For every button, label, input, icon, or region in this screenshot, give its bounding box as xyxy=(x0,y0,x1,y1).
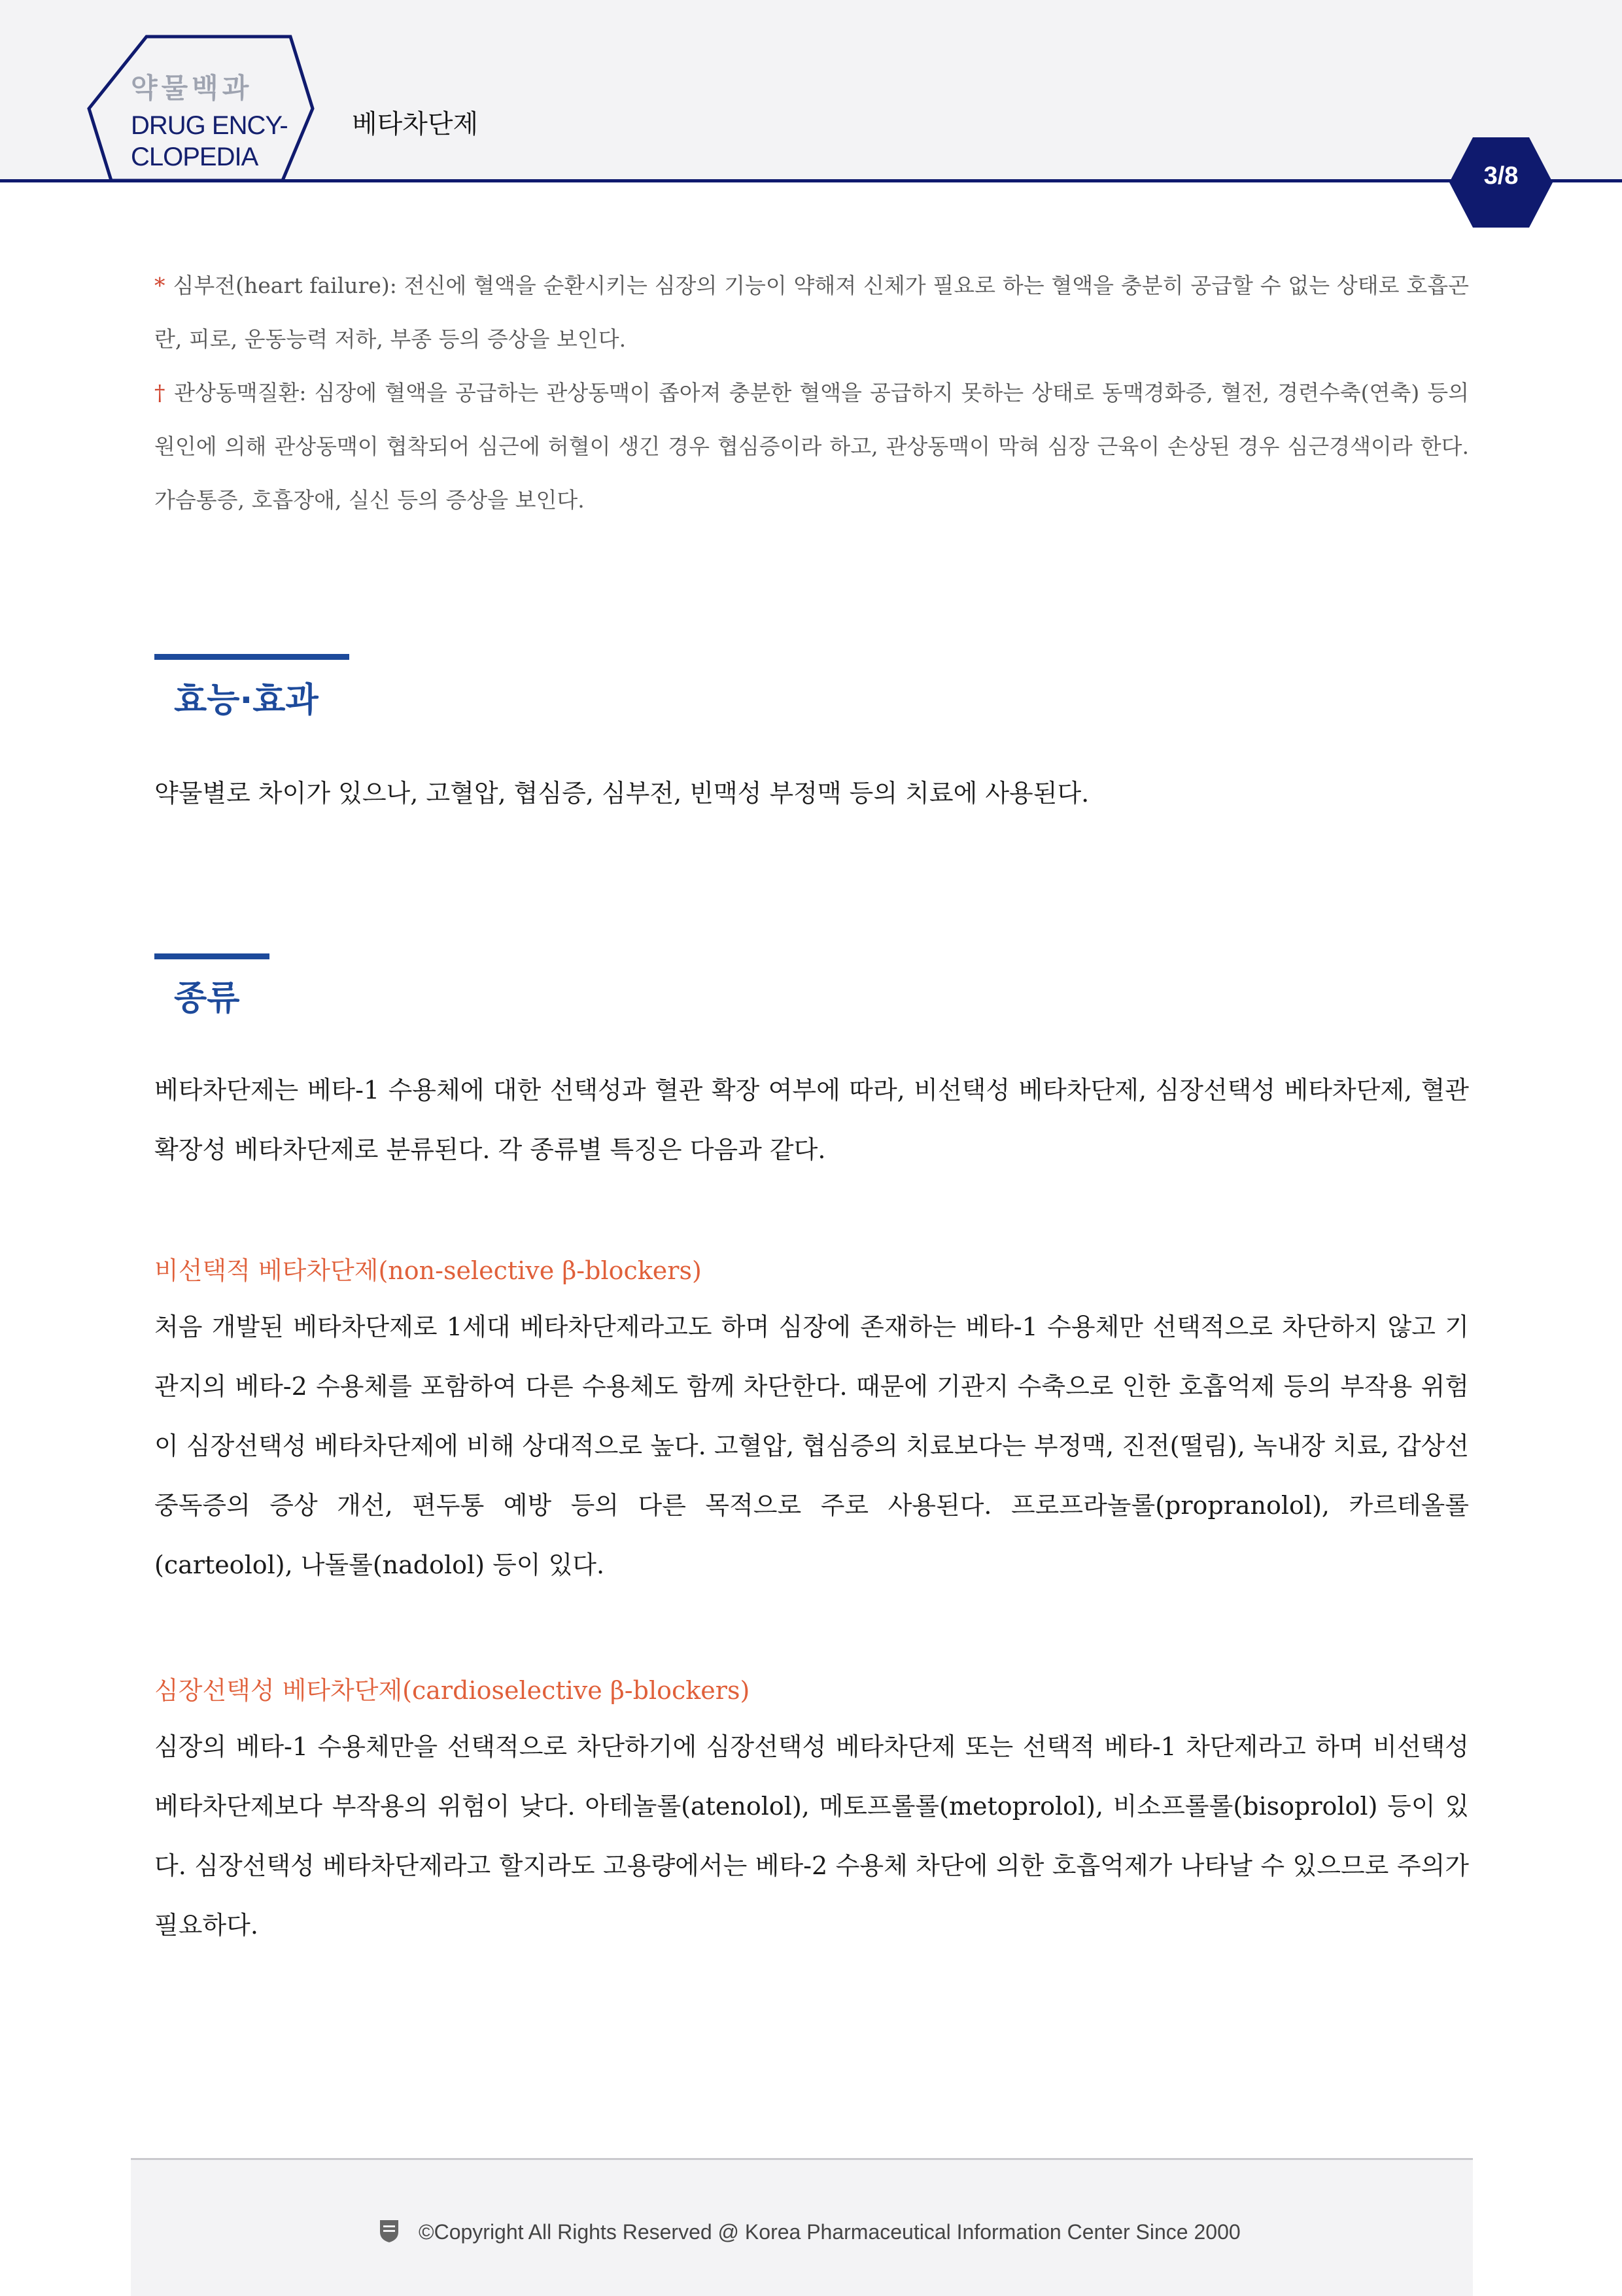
logo-english xyxy=(131,110,288,173)
section-bar-efficacy xyxy=(154,654,349,660)
efficacy-body: 약물별로 차이가 있으나, 고혈압, 협심증, 심부전, 빈맥성 부정맥 등의 치료에 사용된다. xyxy=(154,779,1090,808)
footnote-coronary xyxy=(154,366,1469,527)
logo-english-line2: CLOPEDIA xyxy=(131,143,258,171)
logo-korean: 약물백과 xyxy=(131,72,253,104)
footnote-text: 심부전(heart failure): 전신에 혈액을 순환시키는 심장의 기능이 약해져 신체가 필요로 하는 혈액을 충분히 공급할 수 없는 상태로 호흡곤란, 피로, 운동능력 저하, 부종 등의 증상을 보인다. xyxy=(154,273,1469,352)
section-bar-types xyxy=(154,953,269,959)
section-title-types: 종류 xyxy=(174,979,240,1018)
footnotes xyxy=(154,259,1469,527)
section-title-efficacy: 효능·효과 xyxy=(174,681,319,720)
footnote-mark: * xyxy=(154,273,165,298)
page-indicator: 3/8 xyxy=(1483,162,1519,190)
footnote-heart-failure xyxy=(154,259,1469,366)
footnote-text: 관상동맥질환: 심장에 혈액을 공급하는 관상동맥이 좁아져 충분한 혈액을 공급하지 못하는 상태로 동맥경화증, 혈전, 경련수축(연축) 등의 원인에 의해 관상동맥이 협착되어 심근에 허혈이 생긴 경우 협심증이라 하고, 관상동맥이 막혀 심장 근육이 손상된 경우 심근경색이라 한다. 가슴통증, 호흡장애, 실신 등의 증상을 보인다. xyxy=(154,380,1470,513)
nonselective-body: 처음 개발된 베타차단제로 1세대 베타차단제라고도 하며 심장에 존재하는 베타-1 수용체만 선택적으로 차단하지 않고 기관지의 베타-2 수용체를 포함하여 다른 수용체도 함께 차단한다. 때문에 기관지 수축으로 인한 호흡억제 등의 부작용 위험이 심장선택성 베타차단제에 비해 상대적으로 높다. 고혈압, 협심증의 치료보다는 부정맥, 진전(떨림), 녹내장 치료, 갑상선 중독증의 증상 개선, 편두통 예방 등의 다른 목적으로 주로 사용된다. 프로프라놀롤(propranolol), 카르테올롤(carteolol), 나돌롤(nadolol) 등이 있다. xyxy=(154,1312,1469,1579)
subhead-cardioselective: 심장선택성 베타차단제(cardioselective β-blockers) xyxy=(154,1676,750,1705)
types-intro: 베타차단제는 베타-1 수용체에 대한 선택성과 혈관 확장 여부에 따라, 비선택성 베타차단제, 심장선택성 베타차단제, 혈관확장성 베타차단제로 분류된다. 각 종류별 특징은 다음과 같다. xyxy=(154,1076,1469,1164)
cardioselective-body: 심장의 베타-1 수용체만을 선택적으로 차단하기에 심장선택성 베타차단제 또는 선택적 베타-1 차단제라고 하며 비선택성 베타차단제보다 부작용의 위험이 낮다. 아테놀롤(atenolol), 메토프롤롤(metoprolol), 비소프롤롤(bisoprolol) 등이 있다. 심장선택성 베타차단제라고 할지라도 고용량에서는 베타-2 수용체 차단에 의한 호흡억제가 나타날 수 있으므로 주의가 필요하다. xyxy=(154,1732,1469,1940)
subhead-nonselective: 비선택적 베타차단제(non-selective β-blockers) xyxy=(154,1256,702,1285)
page-footer xyxy=(131,2158,1473,2296)
shield-icon xyxy=(378,2218,400,2244)
document-title: 베타차단제 xyxy=(352,109,479,139)
footnote-mark: † xyxy=(154,380,167,405)
copyright-text: ©Copyright All Rights Reserved @ Korea Pharmaceutical Information Center Since 2000 xyxy=(419,2220,1241,2244)
logo-english-line1: DRUG ENCY- xyxy=(131,111,288,140)
